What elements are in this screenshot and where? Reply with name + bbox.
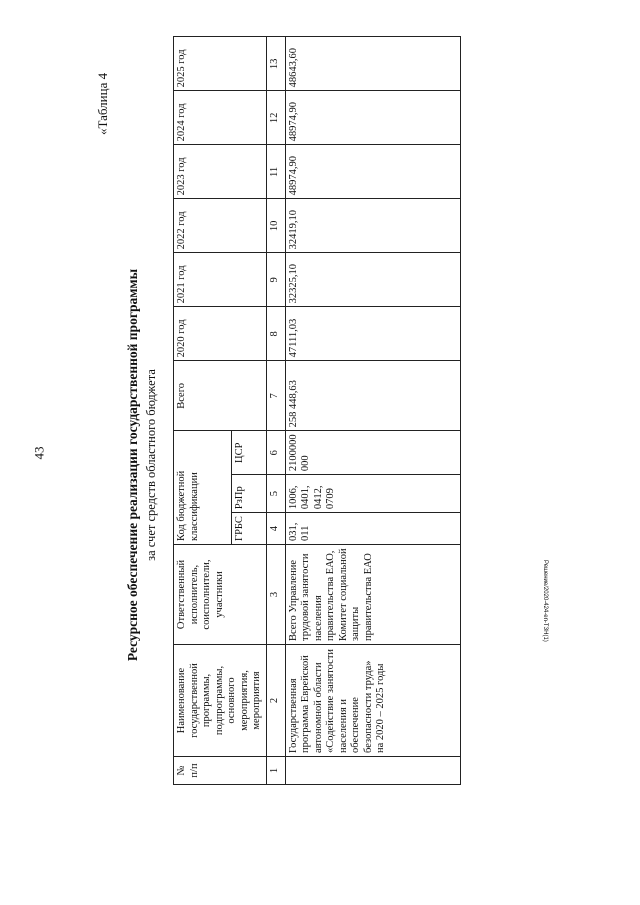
header-grbs: ГРБС (232, 513, 266, 545)
cell-2021: 32325,10 (285, 253, 460, 307)
header-num: № п/п (174, 757, 267, 785)
cell-program-name: Государственная программа Еврейской автономной области «Содействие занятости населения и обеспечение безопасности труда» на 2020 – 2025 годы (285, 645, 460, 757)
cell-2023: 48974,90 (285, 145, 460, 199)
document-subtitle: за счет средств областного бюджета (144, 369, 158, 561)
cell-num (285, 757, 460, 785)
header-2021: 2021 год (174, 253, 267, 307)
cell-rzpr: 1006, 0401, 0412, 0709 (285, 475, 460, 513)
col-number: 9 (266, 253, 285, 307)
col-number: 11 (266, 145, 285, 199)
header-budget-classification: Код бюджетной классификации (174, 431, 232, 545)
header-2020: 2020 год (174, 307, 267, 361)
col-number: 8 (266, 307, 285, 361)
header-2025: 2025 год (174, 37, 267, 91)
header-2023: 2023 год (174, 145, 267, 199)
col-number: 7 (266, 361, 285, 431)
document-title: Ресурсное обеспечение реализации государственной программы (125, 268, 140, 662)
table-row (285, 37, 460, 785)
col-number: 6 (266, 431, 285, 475)
cell-csr: 2100000 000 (285, 431, 460, 475)
header-total: Всего (174, 361, 267, 431)
col-number: 4 (266, 513, 285, 545)
header-executor: Ответственный исполнитель, соисполнители, участники (174, 545, 267, 645)
cell-grbs: 031, 011 (285, 513, 460, 545)
cell-total: 258 448,63 (285, 361, 460, 431)
col-number: 1 (266, 757, 285, 785)
document-reference: Решение/2020-424-en-ТЗН(1) (542, 560, 548, 642)
col-number: 3 (266, 545, 285, 645)
col-number: 13 (266, 37, 285, 91)
col-number: 10 (266, 199, 285, 253)
cell-2022: 32419,10 (285, 199, 460, 253)
col-number: 12 (266, 91, 285, 145)
table-label: «Таблица 4 (95, 72, 110, 135)
header-name: Наименование государственной программы, подпрограммы, основного мероприятия, мероприятия (174, 645, 267, 757)
resource-table (173, 36, 461, 785)
header-csr: ЦСР (232, 431, 266, 475)
header-rzpr: РзПр (232, 475, 266, 513)
page-number: 43 (31, 446, 47, 460)
col-number: 2 (266, 645, 285, 757)
header-2022: 2022 год (174, 199, 267, 253)
column-number-row (266, 37, 285, 785)
header-2024: 2024 год (174, 91, 267, 145)
col-number: 5 (266, 475, 285, 513)
cell-executor: Всего Управление трудовой занятости населения правительства ЕАО, Комитет социальной защиты правительства ЕАО (285, 545, 460, 645)
cell-2024: 48974,90 (285, 91, 460, 145)
cell-2020: 47111,03 (285, 307, 460, 361)
cell-2025: 48643,60 (285, 37, 460, 91)
